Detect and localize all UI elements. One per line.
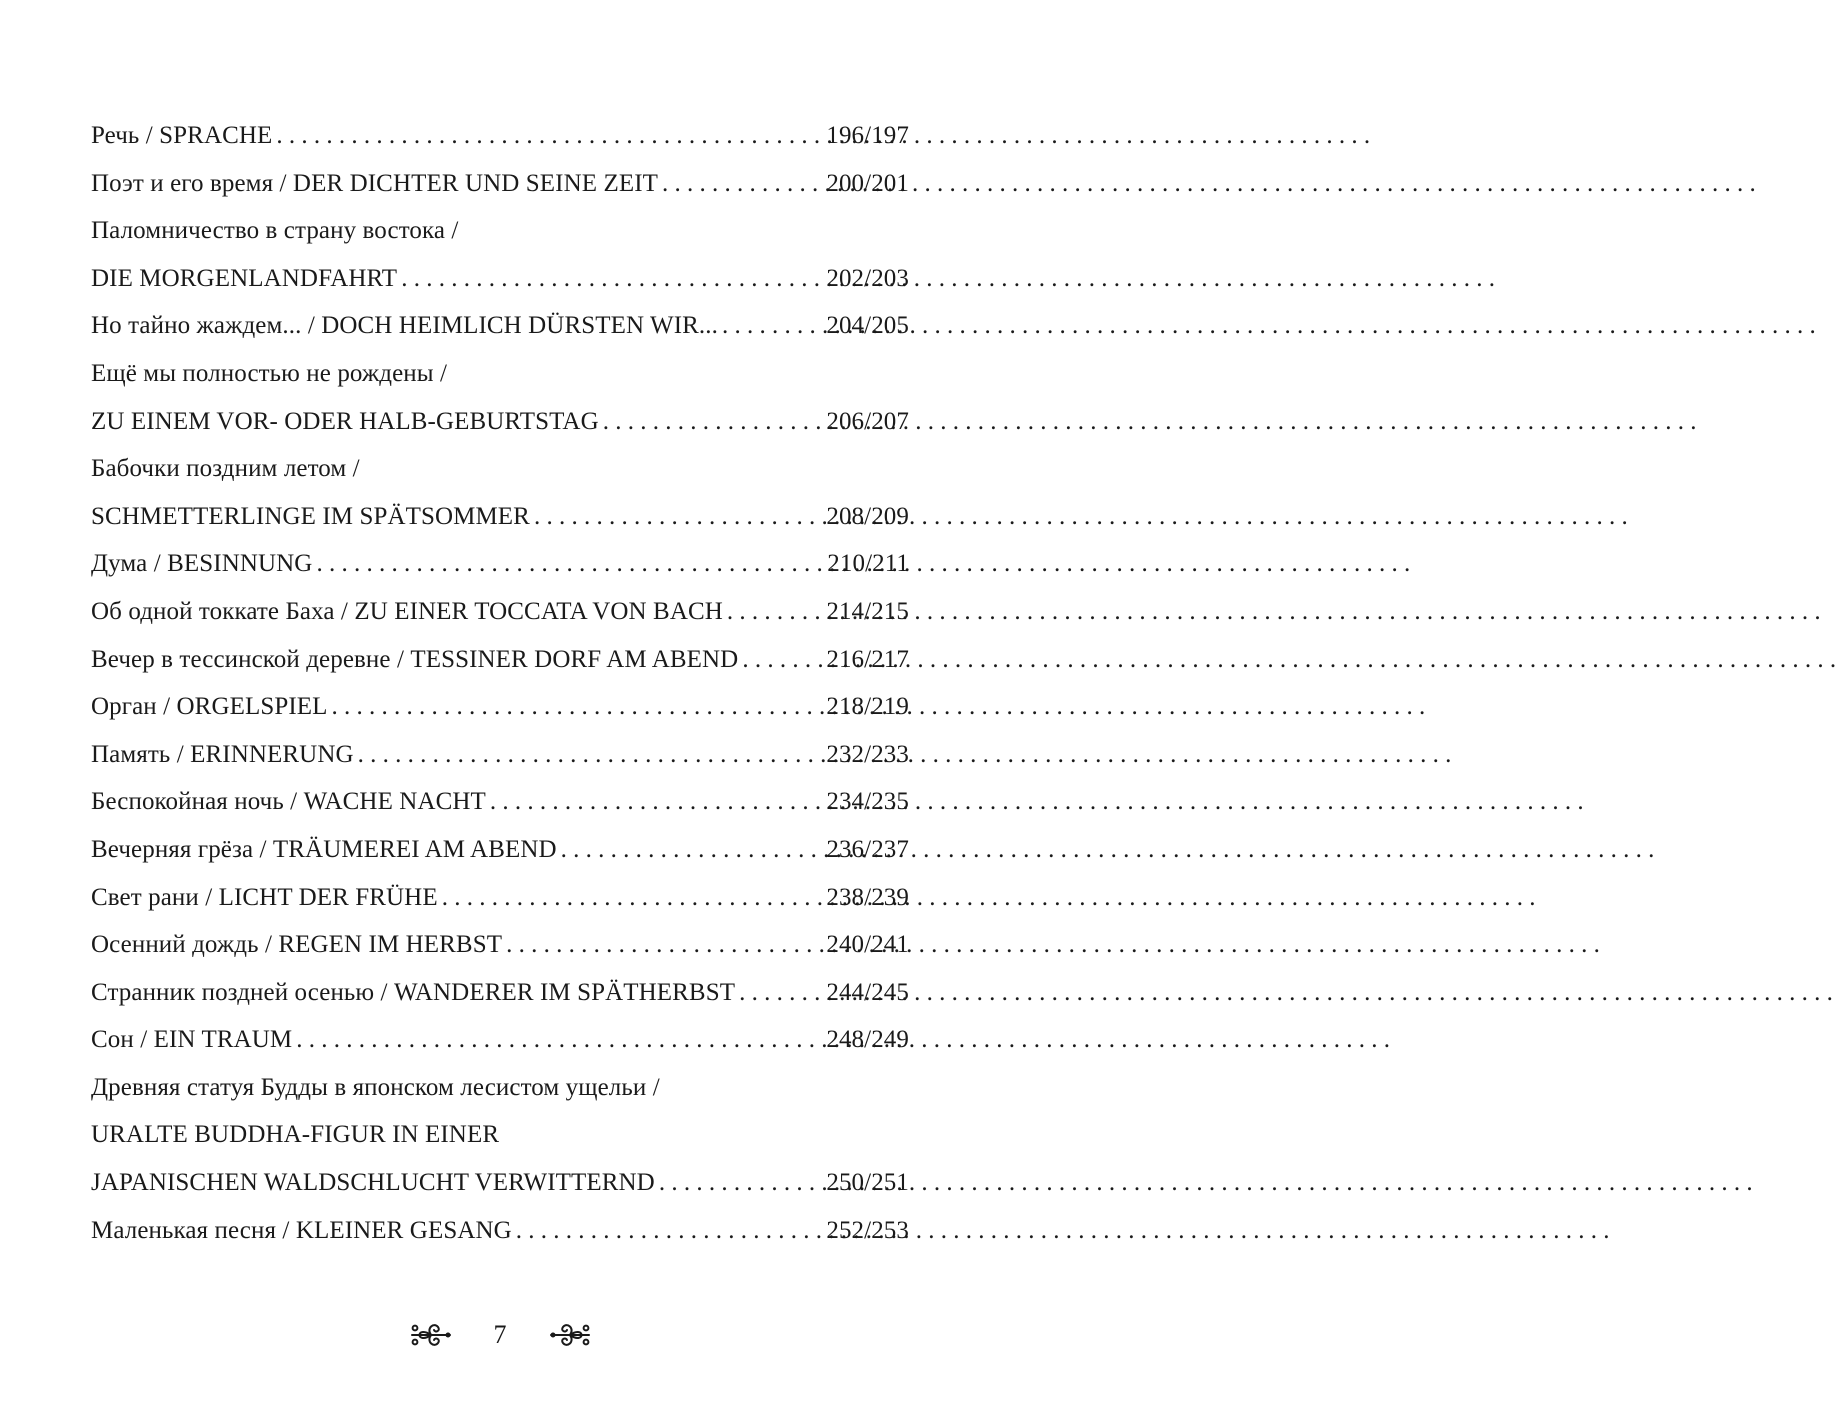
toc-entry [91, 398, 909, 446]
toc-entry-title: Сон / EIN TRAUM [91, 1026, 293, 1054]
dot-leader [442, 874, 823, 922]
dot-leader [534, 493, 822, 541]
toc-entry-page: 236/237 [826, 835, 909, 863]
toc-entry-title: Вечерняя грёза / TRÄUMEREI AM ABEND [91, 835, 557, 863]
toc-entry-title: Поэт и его время / DER DICHTER UND SEINE ZEIT [91, 169, 658, 197]
toc-entry [91, 207, 909, 255]
toc-entry [91, 874, 909, 922]
toc-entry-title: Ещё мы полностью не рождены / [91, 359, 448, 387]
dot-leader [516, 1207, 823, 1255]
toc-entry-page: 252/253 [826, 1216, 909, 1244]
toc-entry [91, 350, 909, 398]
dot-leader [603, 398, 823, 446]
flourish-ornament-icon [547, 1318, 593, 1352]
toc-entry-title: Беспокойная ночь / WACHE NACHT [91, 788, 486, 816]
toc-entry [91, 826, 909, 874]
toc-entry [91, 731, 909, 779]
toc-entry [91, 921, 909, 969]
dot-leader [332, 683, 823, 731]
toc-entry [91, 302, 909, 350]
dot-leader [316, 540, 823, 588]
toc-entry [91, 112, 909, 160]
dot-leader [506, 921, 822, 969]
toc-entry [91, 255, 909, 303]
dot-leader [401, 255, 822, 303]
toc-entry [91, 778, 909, 826]
toc-entry [91, 540, 909, 588]
toc-entry [91, 160, 909, 208]
dot-leader [659, 1159, 823, 1207]
toc-entry-page: 210/211 [827, 550, 909, 578]
dot-leader [561, 826, 823, 874]
toc-entry-page: 196/197 [826, 122, 909, 149]
toc-entry [91, 445, 909, 493]
flourish-ornament-icon [408, 1318, 454, 1352]
toc-entry [91, 683, 909, 731]
toc-entry-title: DIE MORGENLANDFAHRT [91, 264, 398, 292]
dot-leader [739, 969, 822, 1017]
toc-entry [91, 1159, 909, 1207]
dot-leader [276, 112, 822, 160]
toc-entry-title: Древняя статуя Будды в японском лесистом ущельи / [91, 1073, 660, 1101]
toc-entry-title: Орган / ORGELSPIEL [91, 693, 328, 721]
toc-entry-page: 216/217 [826, 645, 909, 673]
toc-entry [91, 1064, 909, 1112]
toc-entry-page: 232/233 [826, 740, 909, 768]
toc-entry-page: 206/207 [826, 407, 909, 435]
dot-leader [358, 731, 823, 779]
toc-entry [91, 969, 909, 1017]
dot-leader [662, 160, 822, 208]
toc-entry-page: 238/239 [826, 883, 909, 911]
toc-entry [91, 493, 909, 541]
dot-leader [727, 588, 822, 636]
toc-entry-page: 248/249 [826, 1026, 909, 1054]
toc-entry-title: Об одной токкате Баха / ZU EINER TOCCATA VON BACH [91, 597, 723, 625]
toc-entry [91, 1111, 909, 1159]
toc-entry [91, 1016, 909, 1064]
toc-entry-page: 250/251 [826, 1169, 909, 1197]
toc-entry-title: Паломничество в страну востока / [91, 217, 459, 245]
toc-entry-title: Свет рани / LICHT DER FRÜHE [91, 883, 438, 911]
dot-leader [296, 1016, 822, 1064]
toc-entry-page: 214/215 [826, 597, 909, 625]
toc-entry-page: 240/241 [826, 931, 909, 959]
toc-entry-title: Маленькая песня / KLEINER GESANG [91, 1216, 512, 1244]
table-of-contents [91, 112, 909, 1254]
toc-entry-title: JAPANISCHEN WALDSCHLUCHT VERWITTERND [91, 1169, 655, 1197]
toc-entry-title: ZU EINEM VOR- ODER HALB-GEBURTSTAG [91, 407, 599, 435]
toc-entry-title: Странник поздней осенью / WANDERER IM SPÄTHERBST [91, 978, 736, 1006]
toc-entry [91, 636, 909, 684]
toc-entry-page: 234/235 [826, 788, 909, 816]
page-number: 7 [493, 1320, 507, 1349]
toc-entry-title: Память / ERINNERUNG [91, 740, 354, 768]
toc-entry-title: Осенний дождь / REGEN IM HERBST [91, 931, 503, 959]
toc-entry-page: 244/245 [826, 978, 909, 1006]
toc-entry-page: 204/205 [826, 312, 909, 340]
page-footer [0, 1310, 1000, 1360]
toc-entry-title: SCHMETTERLINGE IM SPÄTSOMMER [91, 502, 530, 530]
toc-entry-title: Бабочки поздним летом / [91, 455, 360, 483]
toc-entry-title: Вечер в тессинской деревне / TESSINER DORF AM ABEND [91, 645, 739, 673]
toc-entry-page: 202/203 [826, 264, 909, 292]
toc-entry-page: 208/209 [826, 502, 909, 530]
toc-entry-title: URALTE BUDDHA-FIGUR IN EINER [91, 1121, 500, 1149]
dot-leader [742, 636, 822, 684]
toc-entry [91, 588, 909, 636]
dot-leader [490, 778, 822, 826]
toc-entry-page: 200/201 [826, 169, 909, 197]
toc-entry-title: Речь / SPRACHE [91, 122, 273, 149]
toc-entry [91, 1207, 909, 1255]
toc-entry-title: Дума / BESINNUNG [91, 550, 313, 578]
toc-entry-page: 218/219 [826, 693, 909, 721]
dot-leader [722, 302, 822, 350]
toc-entry-title: Но тайно жаждем... / DOCH HEIMLICH DÜRSTEN WIR... [91, 312, 718, 340]
